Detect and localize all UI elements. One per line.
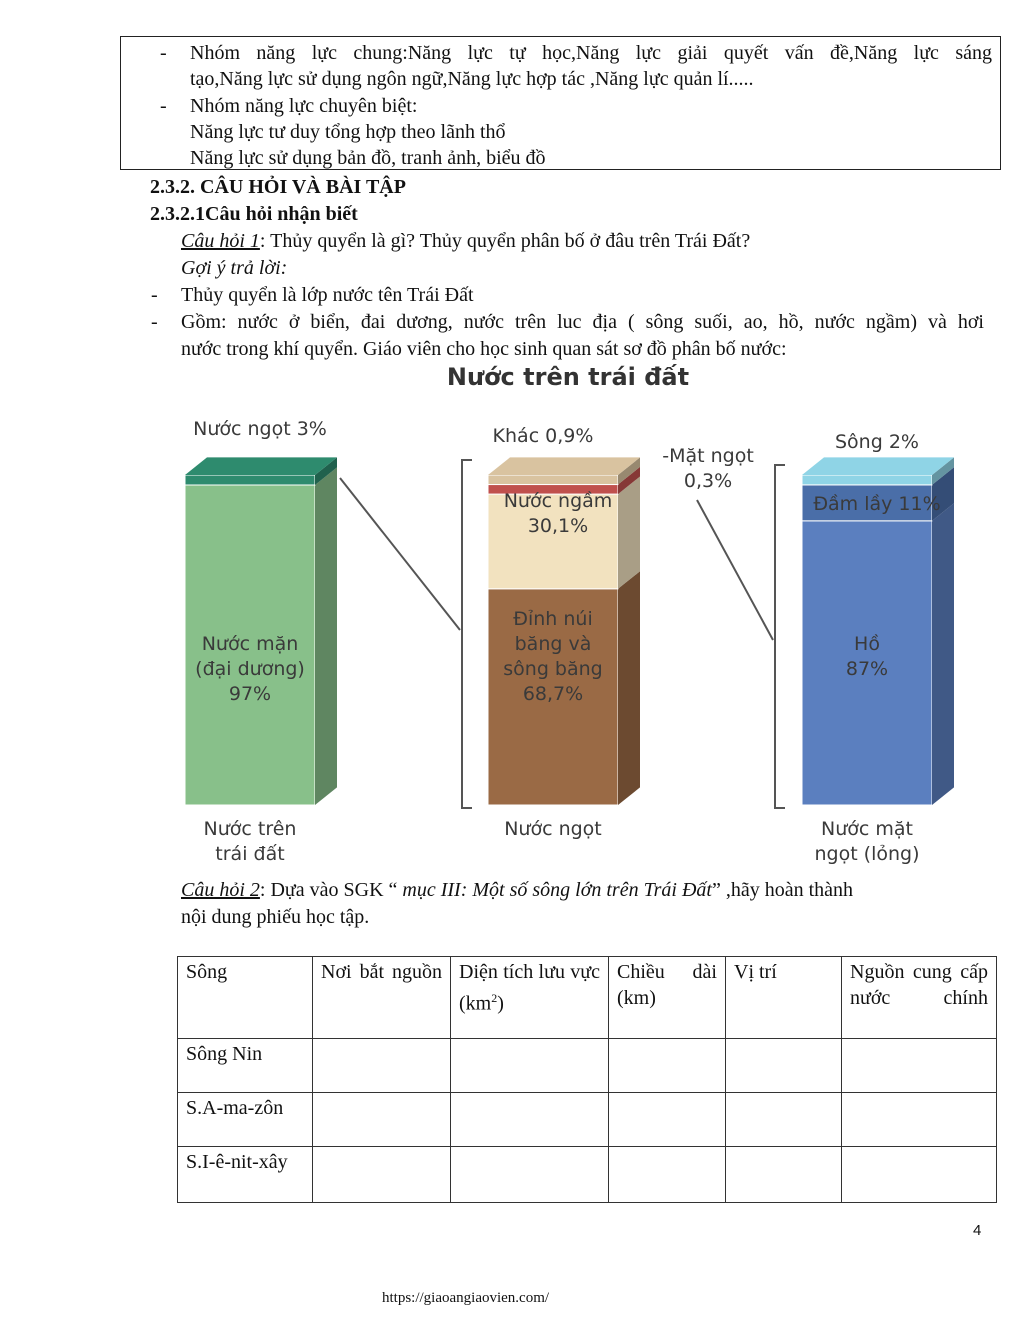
table-cell-empty[interactable] <box>726 1039 842 1093</box>
table-row-river: S.A-ma-zôn <box>178 1093 313 1147</box>
water-distribution-diagram <box>170 360 970 880</box>
segment-label: 30,1% <box>527 515 589 537</box>
segment-label: Sông 2% <box>835 431 919 453</box>
table-cell-empty[interactable] <box>726 1147 842 1203</box>
table-header-close: ) <box>497 992 504 1015</box>
bracket <box>775 465 785 808</box>
segment-label: Khác 0,9% <box>492 425 594 447</box>
connector-line <box>340 478 460 630</box>
segment-label: 0,3% <box>683 470 733 492</box>
bar-caption: Nước trên <box>203 818 297 840</box>
table-header-cell: Vị trí <box>726 957 842 1039</box>
answer-hint: Gợi ý trả lời: <box>181 257 288 279</box>
bar-segment-side <box>932 503 954 805</box>
table-header-cell: Sông <box>178 957 313 1039</box>
bar-segment-top <box>802 457 954 475</box>
competency-item-2-line-1: Nhóm năng lực chuyên biệt: <box>190 95 418 117</box>
question-2-line-2: nội dung phiếu học tập. <box>181 906 370 928</box>
table-row <box>178 1147 997 1203</box>
competency-item-1-line-1: Nhóm năng lực chung:Năng lực tự học,Năng lực giải quyết vấn đề,Năng lực sáng <box>190 42 992 64</box>
table-cell-empty[interactable] <box>842 1039 997 1093</box>
table-cell-empty[interactable] <box>313 1093 451 1147</box>
bar-segment <box>802 475 932 485</box>
chart-title: Nước trên trái đất <box>446 363 690 391</box>
segment-label: Nước mặn <box>201 633 299 655</box>
table-cell-empty[interactable] <box>842 1093 997 1147</box>
table-cell-empty[interactable] <box>609 1147 726 1203</box>
table-row <box>178 1093 997 1147</box>
bar-segment-top <box>488 457 640 475</box>
subsection-heading: 2.3.2.1Câu hỏi nhận biết <box>150 203 358 225</box>
question-2-label: Câu hỏi 2 <box>181 879 260 901</box>
connector-line <box>697 500 773 640</box>
list-dash: - <box>151 311 158 333</box>
section-heading: 2.3.2. CÂU HỎI VÀ BÀI TẬP <box>150 176 406 198</box>
competency-item-1-line-2: tạo,Năng lực sử dụng ngôn ngữ,Năng lực hợp tác ,Năng lực quản lí..... <box>190 68 754 90</box>
bar-caption: Nước mặt <box>821 818 913 840</box>
answer-2-line-1: Gồm: nước ở biển, đai dương, nước trên luc địa ( sông suối, ao, hồ, nước ngầm) và hơi <box>181 311 984 333</box>
bar-segment-side <box>618 476 640 588</box>
segment-label: Đầm lầy 11% <box>813 493 941 515</box>
segment-label: 97% <box>228 683 272 705</box>
table-header-superscript: 2 <box>491 991 498 1005</box>
question-1-label: Câu hỏi 1 <box>181 230 260 252</box>
segment-label: băng và <box>514 633 592 655</box>
bar-segment <box>488 475 618 485</box>
bar-caption: Nước ngọt <box>504 818 602 840</box>
bar-segment <box>185 475 315 485</box>
answer-2-line-2: nước trong khí quyển. Giáo viên cho học sinh quan sát sơ đồ phân bố nước: <box>181 338 787 360</box>
table-header-cell: Chiều dài (km) <box>609 957 726 1039</box>
segment-label: Nước ngầm <box>503 490 613 512</box>
question-1 <box>181 228 750 254</box>
answer-1: Thủy quyển là lớp nước tên Trái Đất <box>181 284 474 306</box>
question-2-text-b: ” ,hãy hoàn thành <box>711 879 854 901</box>
bar-segment-side <box>618 571 640 805</box>
table-cell-empty[interactable] <box>609 1093 726 1147</box>
list-dash: - <box>151 284 158 306</box>
bracket <box>462 460 472 808</box>
question-2 <box>181 877 853 903</box>
bar-caption: ngọt (lỏng) <box>814 843 920 865</box>
question-2-text-a: : Dựa vào SGK “ <box>259 879 403 901</box>
competency-item-2-line-2: Năng lực tư duy tổng hợp theo lãnh thổ <box>190 121 506 143</box>
table-cell-empty[interactable] <box>313 1147 451 1203</box>
table-row-river: Sông Nin <box>178 1039 313 1093</box>
water-chart-svg <box>170 360 970 880</box>
table-header-text: Diện tích lưu vực (km <box>459 961 600 1015</box>
table-cell-empty[interactable] <box>609 1039 726 1093</box>
list-dash: - <box>160 95 167 117</box>
table-cell-empty[interactable] <box>451 1147 609 1203</box>
segment-label: 68,7% <box>522 683 584 705</box>
competency-item-2-line-3: Năng lực sử dụng bản đồ, tranh ảnh, biểu đồ <box>190 147 546 169</box>
segment-label: (đại dương) <box>195 658 305 680</box>
segment-label: sông băng <box>503 658 603 680</box>
table-cell-empty[interactable] <box>313 1039 451 1093</box>
segment-label: -Mặt ngọt <box>662 445 754 467</box>
bar-caption: trái đất <box>215 843 285 865</box>
worksheet-table <box>177 956 997 1203</box>
question-2-text-italic: mục III: Một số sông lớn trên Trái Đất <box>402 879 712 901</box>
bar-segment-side <box>315 467 337 805</box>
table-row <box>178 1039 997 1093</box>
table-row-river: S.I-ê-nit-xây <box>178 1147 313 1203</box>
table-cell-empty[interactable] <box>726 1093 842 1147</box>
bar-segment-top <box>185 457 337 475</box>
table-header-cell: Nơi bắt nguồn <box>313 957 451 1039</box>
segment-label: Hồ <box>854 633 880 655</box>
table-cell-empty[interactable] <box>451 1039 609 1093</box>
segment-label: 87% <box>845 658 889 680</box>
table-header-cell: Nguồn cung cấp nước chính <box>842 957 997 1039</box>
table-cell-empty[interactable] <box>842 1147 997 1203</box>
table-header-row <box>178 957 997 1039</box>
table-cell-empty[interactable] <box>451 1093 609 1147</box>
page-number: 4 <box>973 1222 982 1239</box>
question-1-text: : Thủy quyển là gì? Thủy quyển phân bố ở đâu trên Trái Đất? <box>259 230 751 252</box>
footer-url[interactable]: https://giaoangiaovien.com/ <box>382 1290 550 1306</box>
list-dash: - <box>160 42 167 64</box>
table-header-cell <box>451 957 609 1039</box>
segment-label: Nước ngọt 3% <box>193 418 327 440</box>
segment-label: Đỉnh núi <box>513 608 593 630</box>
